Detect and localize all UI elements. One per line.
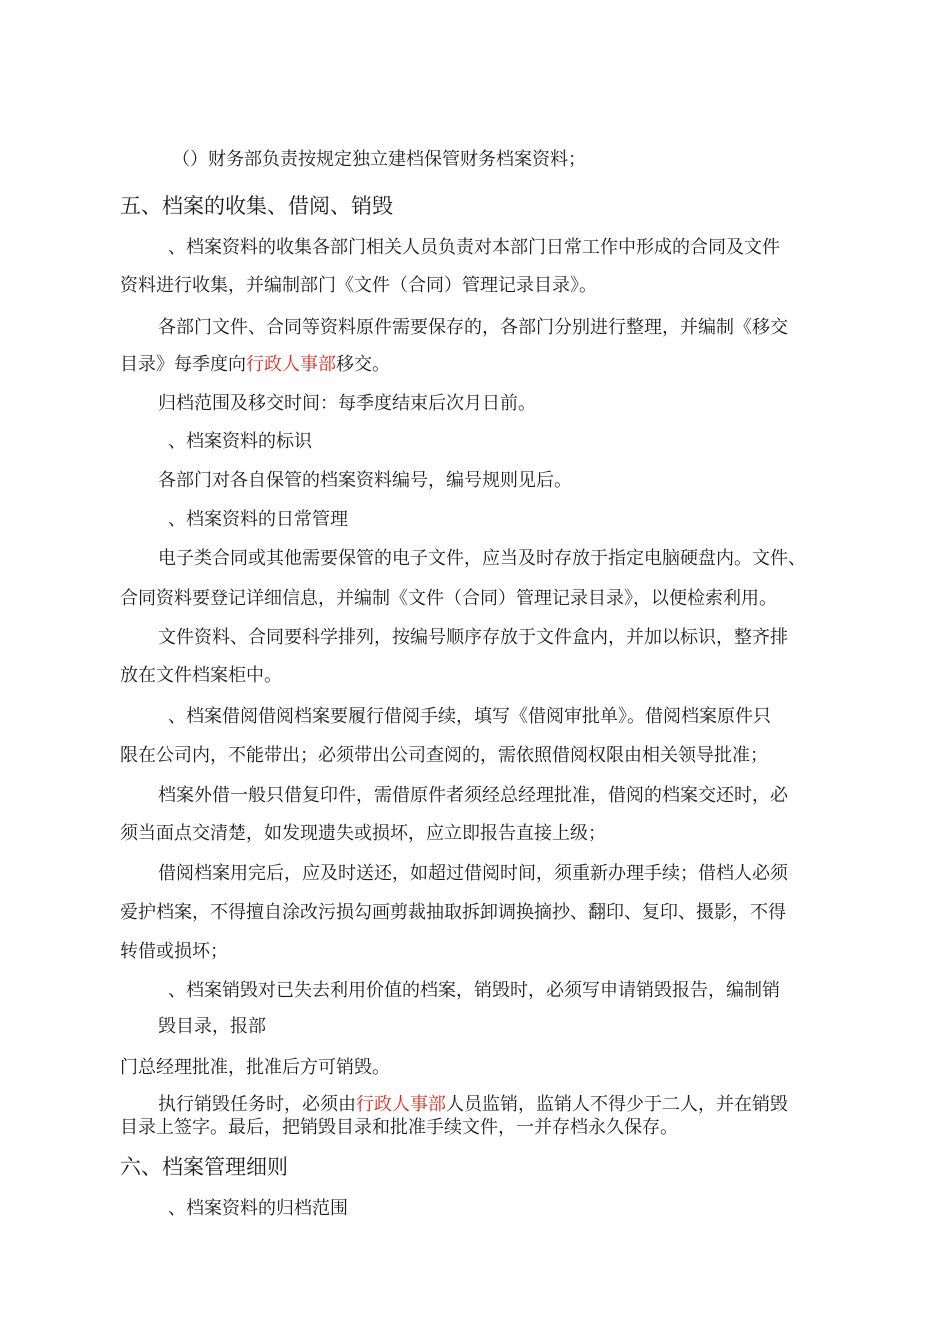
text-line: 转借或损坏； [120, 941, 228, 962]
text-line: 归档范围及移交时间：每季度结束后次月日前。 [158, 393, 536, 414]
text-line: 毁目录，报部 [158, 1016, 266, 1037]
text-line: 各部门对各自保管的档案资料编号，编号规则见后。 [158, 470, 572, 491]
subsection-title: 、档案资料的标识 [168, 431, 312, 452]
text-segment: 目录》每季度向 [120, 354, 246, 375]
text-line: 、档案借阅借阅档案要履行借阅手续，填写《借阅审批单》。借阅档案原件只 [168, 706, 771, 727]
text-line [120, 353, 390, 377]
text-line: 合同资料要登记详细信息，并编制《文件（合同）管理记录目录》，以便检索利用。 [120, 588, 777, 609]
text-line: （）财务部负责按规定独立建档保管财务档案资料； [172, 149, 586, 170]
section-heading: 六、档案管理细则 [120, 1155, 288, 1179]
text-line: 爱护档案，不得擅自涂改污损勾画剪裁抽取拆卸调换摘抄、翻印、复印、摄影，不得 [120, 902, 786, 923]
text-line: 资料进行收集，并编制部门《文件（合同）管理记录目录》。 [120, 275, 597, 296]
text-line: 须当面点交清楚，如发现遗失或损坏，应立即报告直接上级； [120, 823, 606, 844]
text-line [158, 1093, 788, 1117]
text-line: 、档案销毁对已失去利用价值的档案，销毁时，必须写申请销毁报告，编制销 [168, 980, 780, 1001]
section-heading: 五、档案的收集、借阅、销毁 [120, 194, 393, 218]
text-segment: 人员监销，监销人不得少于二人，并在销毁 [446, 1094, 788, 1115]
text-segment: 执行销毁任务时，必须由 [158, 1094, 356, 1115]
text-line: 档案外借一般只借复印件，需借原件者须经总经理批准，借阅的档案交还时，必 [158, 785, 788, 806]
subsection-title: 、档案资料的日常管理 [168, 509, 348, 530]
subsection-title: 、档案资料的归档范围 [168, 1198, 348, 1219]
text-line: 目录上签字。最后，把销毁目录和批准手续文件，一并存档永久保存。 [120, 1117, 678, 1138]
department-name: 行政人事部 [356, 1094, 446, 1115]
text-line: 放在文件档案柜中。 [120, 665, 282, 686]
department-name: 行政人事部 [246, 354, 336, 375]
text-segment: 移交。 [336, 354, 390, 375]
text-line: 文件资料、合同要科学排列，按编号顺序存放于文件盒内，并加以标识，整齐排 [158, 627, 788, 648]
text-line: 、档案资料的收集各部门相关人员负责对本部门日常工作中形成的合同及文件 [168, 237, 780, 258]
text-line: 电子类合同或其他需要保管的电子文件，应当及时存放于指定电脑硬盘内。文件、 [158, 548, 806, 569]
text-line: 借阅档案用完后，应及时送还，如超过借阅时间，须重新办理手续；借档人必须 [158, 863, 788, 884]
text-line: 各部门文件、合同等资料原件需要保存的，各部门分别进行整理，并编制《移交 [158, 317, 788, 338]
text-line: 门总经理批准，批准后方可销毁。 [120, 1057, 390, 1078]
text-line: 限在公司内，不能带出；必须带出公司查阅的，需依照借阅权限由相关领导批准； [120, 745, 768, 766]
